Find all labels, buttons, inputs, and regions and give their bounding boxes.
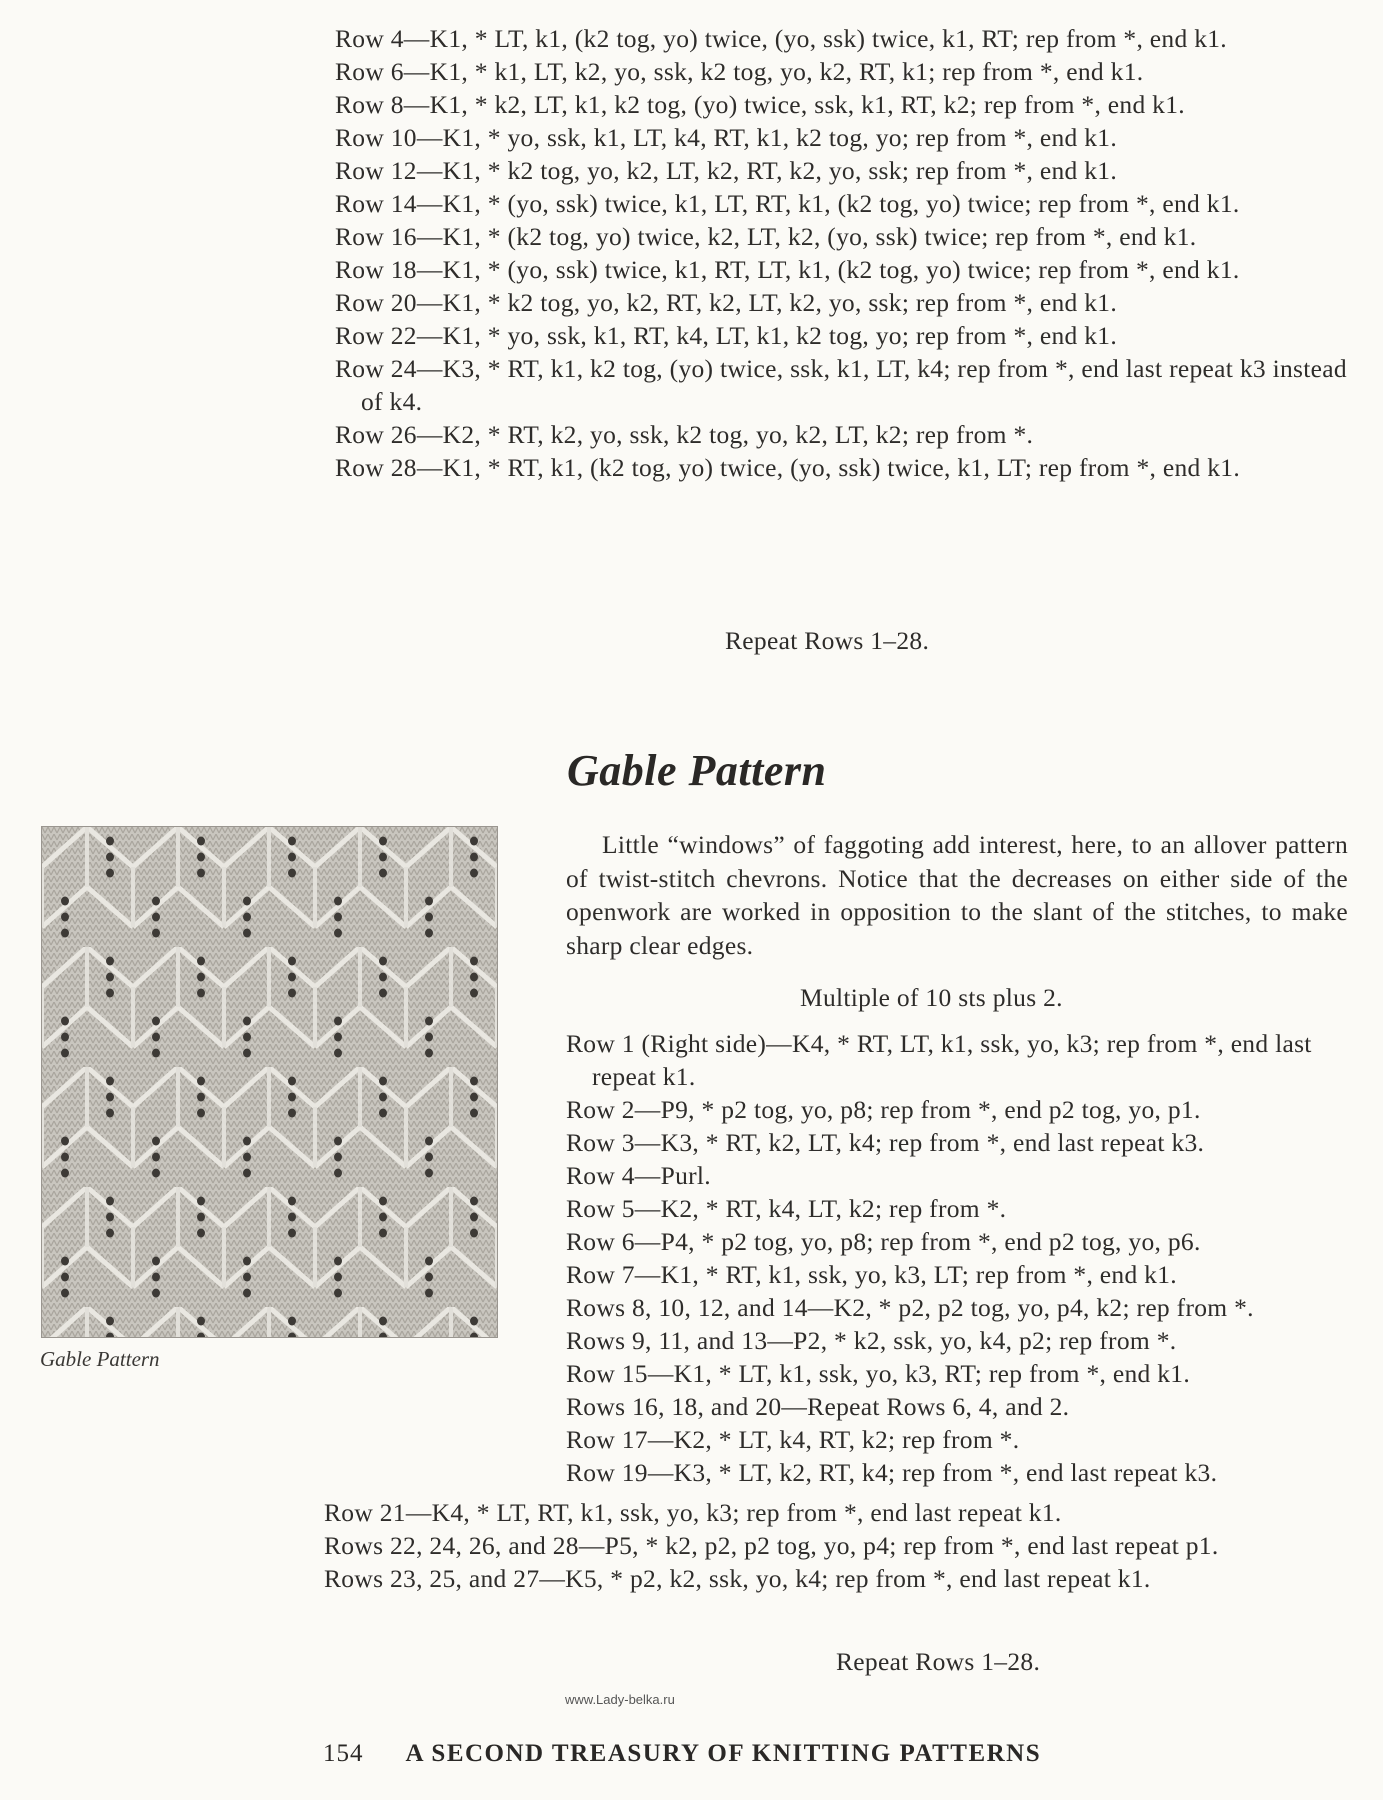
- instruction-row: Row 24—K3, * RT, k1, k2 tog, (yo) twice, ssk, k1, LT, k4; rep from *, end last repeat k3 instead of k4.: [335, 354, 1347, 416]
- instruction-row: Rows 22, 24, 26, and 28—P5, * k2, p2, p2 tog, yo, p4; rep from *, end last repeat p1.: [324, 1531, 1219, 1560]
- instruction-row: Row 15—K1, * LT, k1, ssk, yo, k3, RT; rep from *, end k1.: [566, 1359, 1191, 1388]
- instruction-row: Rows 23, 25, and 27—K5, * p2, k2, ssk, yo, k4; rep from *, end last repeat k1.: [324, 1564, 1151, 1593]
- section-title: Gable Pattern: [567, 746, 827, 795]
- instruction-row: Row 17—K2, * LT, k4, RT, k2; rep from *.: [566, 1425, 1020, 1454]
- knitting-swatch-photo: [41, 826, 498, 1338]
- instruction-row: Row 3—K3, * RT, k2, LT, k4; rep from *, end last repeat k3.: [566, 1128, 1205, 1157]
- instruction-row: Rows 8, 10, 12, and 14—K2, * p2, p2 tog, yo, p4, k2; rep from *.: [566, 1293, 1254, 1322]
- instruction-row: Row 4—K1, * LT, k1, (k2 tog, yo) twice, (yo, ssk) twice, k1, RT; rep from *, end k1.: [335, 24, 1227, 53]
- instruction-row: Row 1 (Right side)—K4, * RT, LT, k1, ssk, yo, k3; rep from *, end last repeat k1.: [566, 1029, 1312, 1091]
- instruction-row: Row 12—K1, * k2 tog, yo, k2, LT, k2, RT, k2, yo, ssk; rep from *, end k1.: [335, 156, 1118, 185]
- instruction-row: Row 16—K1, * (k2 tog, yo) twice, k2, LT, k2, (yo, ssk) twice; rep from *, end k1.: [335, 222, 1197, 251]
- instruction-row: Rows 9, 11, and 13—P2, * k2, ssk, yo, k4, p2; rep from *.: [566, 1326, 1177, 1355]
- instruction-row: Row 4—Purl.: [566, 1161, 711, 1190]
- gable-row-instructions: [566, 1027, 1348, 1489]
- photo-caption: Gable Pattern: [40, 1347, 160, 1371]
- instruction-row: Row 8—K1, * k2, LT, k1, k2 tog, (yo) twice, ssk, k1, RT, k2; rep from *, end k1.: [335, 90, 1185, 119]
- instruction-row: Row 22—K1, * yo, ssk, k1, RT, k4, LT, k1, k2 tog, yo; rep from *, end k1.: [335, 321, 1118, 350]
- instruction-row: Row 26—K2, * RT, k2, yo, ssk, k2 tog, yo, k2, LT, k2; rep from *.: [335, 420, 1034, 449]
- instruction-row: Rows 16, 18, and 20—Repeat Rows 6, 4, and 2.: [566, 1392, 1070, 1421]
- instruction-row: Row 14—K1, * (yo, ssk) twice, k1, LT, RT, k1, (k2 tog, yo) twice; rep from *, end k1.: [335, 189, 1240, 218]
- instruction-row: Row 20—K1, * k2 tog, yo, k2, RT, k2, LT, k2, yo, ssk; rep from *, end k1.: [335, 288, 1118, 317]
- instruction-row: Row 18—K1, * (yo, ssk) twice, k1, RT, LT, k1, (k2 tog, yo) twice; rep from *, end k1.: [335, 255, 1240, 284]
- instruction-row: Row 21—K4, * LT, RT, k1, ssk, yo, k3; rep from *, end last repeat k1.: [324, 1498, 1062, 1527]
- instruction-row: Row 7—K1, * RT, k1, ssk, yo, k3, LT; rep from *, end k1.: [566, 1260, 1177, 1289]
- instruction-row: Row 6—K1, * k1, LT, k2, yo, ssk, k2 tog, yo, k2, RT, k1; rep from *, end k1.: [335, 57, 1144, 86]
- book-title: A SECOND TREASURY OF KNITTING PATTERNS: [405, 1740, 1042, 1767]
- instruction-row: Row 28—K1, * RT, k1, (k2 tog, yo) twice, (yo, ssk) twice, k1, LT; rep from *, end k1.: [335, 453, 1241, 482]
- instruction-row: Row 10—K1, * yo, ssk, k1, LT, k4, RT, k1, k2 tog, yo; rep from *, end k1.: [335, 123, 1118, 152]
- stitch-multiple: Multiple of 10 sts plus 2.: [800, 983, 1063, 1012]
- instruction-row: Row 5—K2, * RT, k4, LT, k2; rep from *.: [566, 1194, 1007, 1223]
- top-row-instructions: [335, 22, 1350, 484]
- instruction-row: Row 6—P4, * p2 tog, yo, p8; rep from *, end p2 tog, yo, p6.: [566, 1227, 1201, 1256]
- gable-row-instructions-full-width: [324, 1496, 1348, 1595]
- watermark-url: www.Lady-belka.ru: [565, 1692, 675, 1707]
- page-number: 154: [323, 1740, 364, 1767]
- instruction-row: Row 2—P9, * p2 tog, yo, p8; rep from *, end p2 tog, yo, p1.: [566, 1095, 1201, 1124]
- top-repeat-note: Repeat Rows 1–28.: [725, 626, 930, 655]
- instruction-row: Row 19—K3, * LT, k2, RT, k4; rep from *, end last repeat k3.: [566, 1458, 1218, 1487]
- intro-paragraph: Little “windows” of faggoting add interest, here, to an allover pattern of twist-stitch chevrons. Notice that the decreases on either side of the openwork are worked in opposition to the slant of the stitches, to make sharp clear edges.: [566, 830, 1348, 960]
- page-footer: [323, 1740, 1041, 1768]
- gable-repeat-note: Repeat Rows 1–28.: [836, 1647, 1041, 1676]
